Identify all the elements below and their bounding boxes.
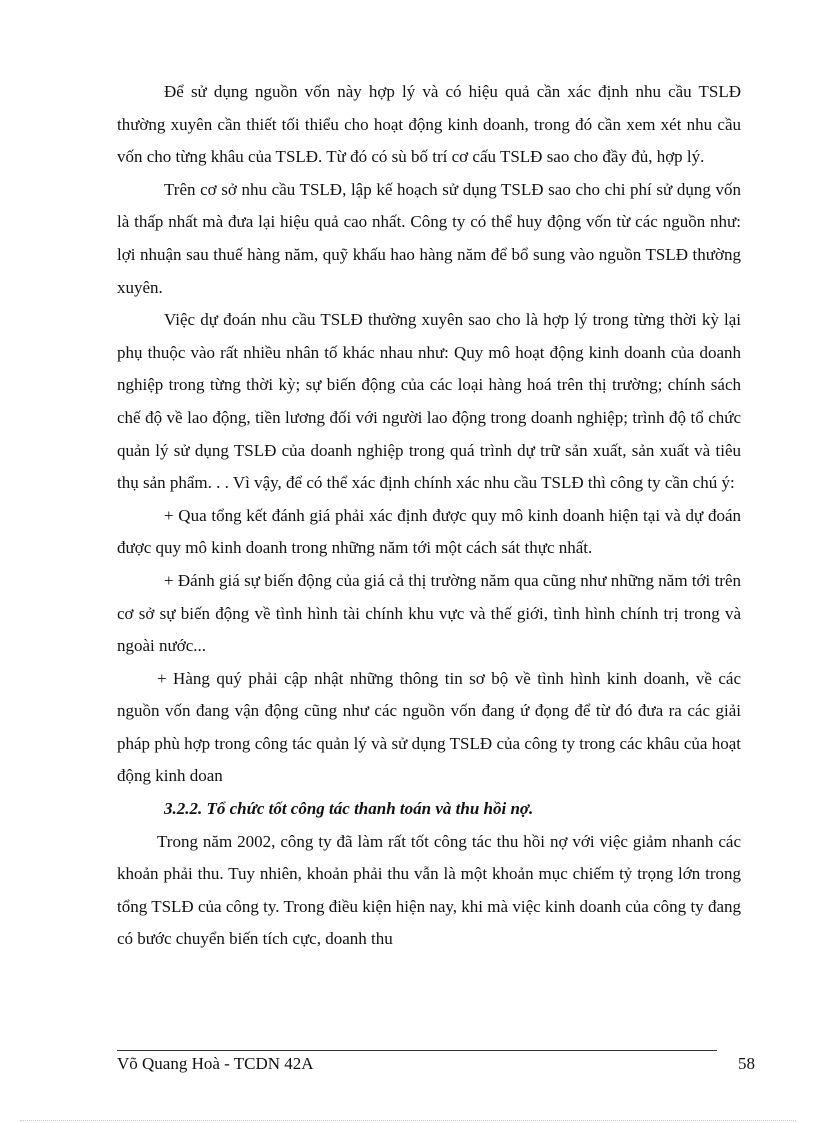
paragraph-forecast-factors: Việc dự đoán nhu cầu TSLĐ thường xuyên sao cho là hợp lý trong từng thời kỳ lại phụ thuộc vào rất nhiều nhân tố khác nhau như: Quy mô hoạt động kinh doanh của doanh nghiệp trong từng thời kỳ; sự biến động của các loại hàng hoá trên thị trường; chính sách chế độ về lao động, tiền lương đối với người lao động trong doanh nghiệp; trình độ tổ chức quản lý sử dụng TSLĐ của doanh nghiệp trong quá trình dự trữ sản xuất, sản xuất và tiêu thụ sản phẩm. . . Vì vậy, để có thể xác định chính xác nhu cầu TSLĐ thì công ty cần chú ý: bbox=[117, 310, 741, 493]
section-heading: 3.2.2. Tổ chức tốt công tác thanh toán và thu hồi nợ. bbox=[164, 799, 534, 819]
page-number: 58 bbox=[738, 1054, 755, 1073]
bullet-quarterly-update: + Hàng quý phải cập nhật những thông tin sơ bộ về tình hình kinh doanh, về các nguồn vốn đang vận động cũng như các nguồn vốn đang ứ đọng để từ đó đưa ra các giải pháp phù hợp trong công tác quản lý và sử dụng TSLĐ của công ty trong các khâu của hoạt động kinh doan bbox=[117, 668, 741, 786]
page-bottom-dotted-border bbox=[20, 1120, 796, 1121]
paragraph-capital-needs: Để sử dụng nguồn vốn này hợp lý và có hiệu quả cần xác định nhu cầu TSLĐ thường xuyên cần thiết tối thiểu cho hoạt động kinh doanh, trong đó cần xem xét nhu cầu vốn cho từng khâu của TSLĐ. Từ đó có sù bố trí cơ cấu TSLĐ sao cho đầy đủ, hợp lý. bbox=[117, 82, 741, 167]
page-body bbox=[117, 76, 741, 956]
bullet-price-fluctuation: + Đánh giá sự biến động của giá cả thị trường năm qua cũng như những năm tới trên cơ sở sự biến động về tình hình tài chính khu vực và thế giới, tình hình chính trị trong và ngoài nước... bbox=[117, 570, 741, 656]
paragraph-debt-collection: Trong năm 2002, công ty đã làm rất tốt công tác thu hồi nợ với việc giảm nhanh các khoản phải thu. Tuy nhiên, khoản phải thu vẫn là một khoản mục chiếm tỷ trọng lớn trong tổng TSLĐ của công ty. Trong điều kiện hiện nay, khi mà việc kinh doanh của công ty đang có bước chuyển biến tích cực, doanh thu bbox=[117, 831, 741, 949]
footer-author: Võ Quang Hoà - TCDN 42A bbox=[117, 1054, 314, 1073]
bullet-business-scale: + Qua tổng kết đánh giá phải xác định được quy mô kinh doanh hiện tại và dự đoán được quy mô kinh doanh trong những năm tới một cách sát thực nhất. bbox=[117, 505, 741, 558]
footer-divider bbox=[117, 1050, 717, 1051]
paragraph-planning: Trên cơ sở nhu cầu TSLĐ, lập kế hoạch sử dụng TSLĐ sao cho chi phí sử dụng vốn là thấp nhất mà đưa lại hiệu quả cao nhất. Công ty có thể huy động vốn từ các nguồn như: lợi nhuận sau thuế hàng năm, quỹ khấu hao hàng năm để bổ sung vào nguồn TSLĐ thường xuyên. bbox=[117, 179, 741, 297]
